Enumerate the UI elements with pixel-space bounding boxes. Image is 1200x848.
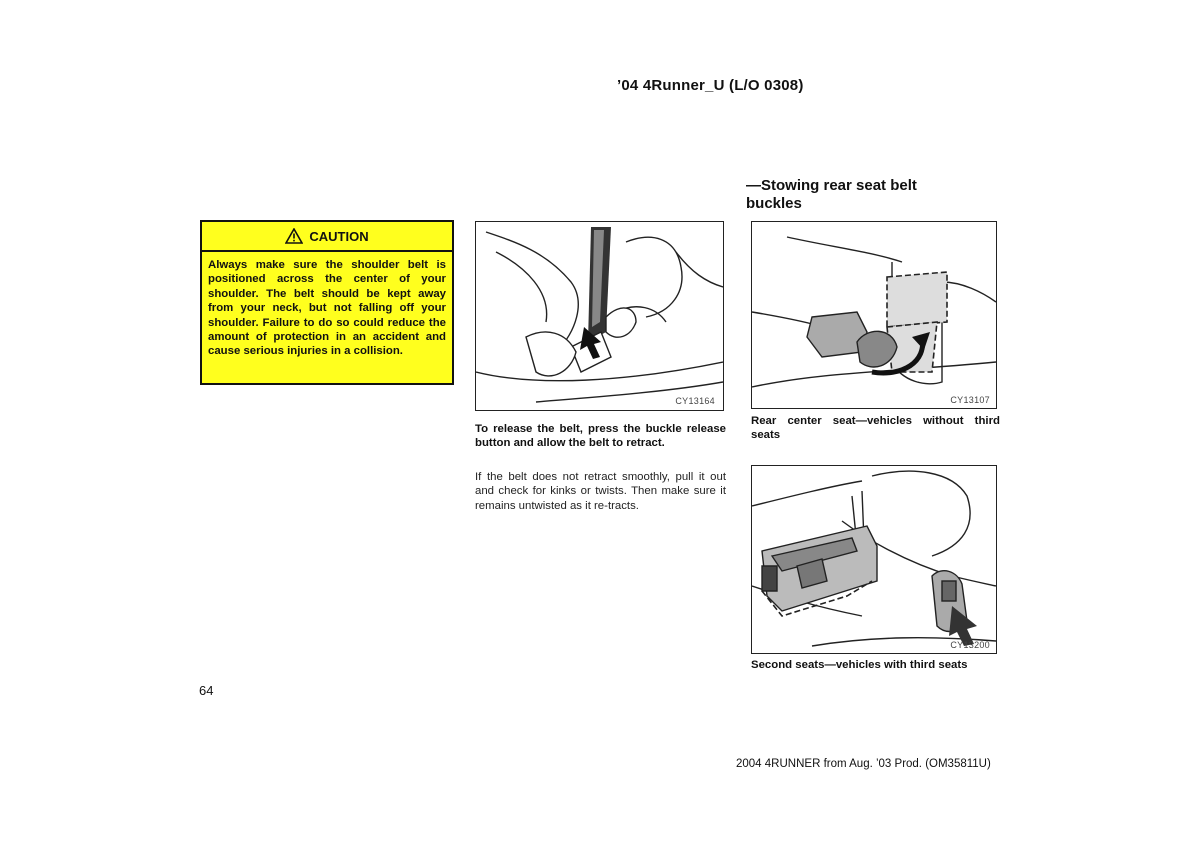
second-seats-illustration: [752, 466, 996, 653]
release-body-text: If the belt does not retract smoothly, pull it out and check for kinks or twists. Then make sure it remains untwisted as it re-tracts.: [475, 471, 726, 512]
section-title: —Stowing rear seat belt buckles: [746, 177, 917, 212]
rear-center-seat-illustration: [752, 222, 996, 408]
warning-triangle-icon: [285, 228, 303, 244]
second-seats-caption: Second seats—vehicles with third seats: [751, 659, 968, 671]
caution-text: Always make sure the shoulder belt is positioned across the center of your shoulder. The belt should be kept away from your neck, but not falling off your shoulder. Failure to do so could reduce the amount of protection in an accident and cause serious injuries in a collision.: [208, 259, 446, 358]
rear-center-caption: Rear center seat—vehicles without third seats: [751, 415, 1000, 442]
page-header-title: ’04 4Runner_U (L/O 0308): [617, 77, 804, 94]
caution-header: [202, 222, 452, 252]
figure-second-seats: [751, 465, 997, 654]
figure-release-belt: [475, 221, 724, 411]
figure-code: CY13164: [675, 396, 715, 406]
caution-label: CAUTION: [309, 228, 369, 244]
figure-code: CY13200: [950, 640, 990, 650]
figure-rear-center-seat: [751, 221, 997, 409]
caution-box: [200, 220, 454, 385]
page-number: 64: [199, 683, 214, 698]
page-footer: 2004 4RUNNER from Aug. ’03 Prod. (OM35811U): [736, 758, 991, 770]
figure-code: CY13107: [950, 395, 990, 405]
release-caption: To release the belt, press the buckle release button and allow the belt to retract.: [475, 423, 726, 450]
release-belt-illustration: [476, 222, 723, 410]
